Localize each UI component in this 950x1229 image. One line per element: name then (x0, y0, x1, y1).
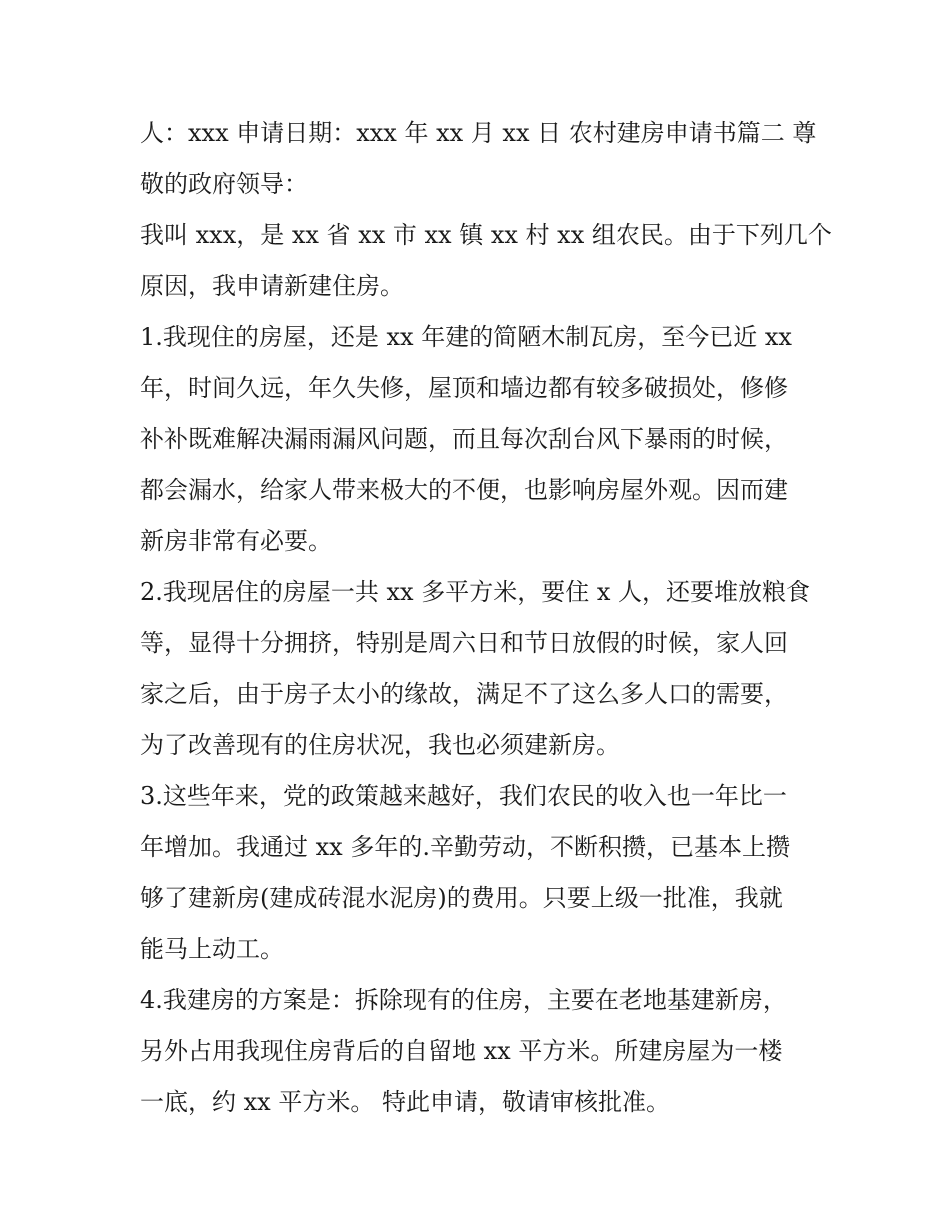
text-line: 家之后，由于房子太小的缘故，满足不了这么多人口的需要， (140, 680, 788, 708)
document-body (140, 108, 832, 1128)
text-line: 都会漏水，给家人带来极大的不便，也影响房屋外观。因而建 (140, 476, 788, 504)
text-line: 能马上动工。 (140, 935, 284, 963)
text-line: 年增加。我通过 xx 多年的.辛勤劳动，不断积攒，已基本上攒 (140, 833, 790, 861)
text-line: 1.我现住的房屋，还是 xx 年建的简陋木制瓦房，至今已近 xx (140, 323, 792, 351)
text-line: 补补既难解决漏雨漏风问题，而且每次刮台风下暴雨的时候， (140, 425, 788, 453)
text-line: 一底，约 xx 平方米。 特此申请，敬请审核批准。 (140, 1088, 670, 1116)
text-line: 等，显得十分拥挤，特别是周六日和节日放假的时候，家人回 (140, 629, 788, 657)
text-line: 3.这些年来，党的政策越来越好，我们农民的收入也一年比一 (140, 782, 787, 810)
text-line: 新房非常有必要。 (140, 527, 332, 555)
text-line: 另外占用我现住房背后的自留地 xx 平方米。所建房屋为一楼 (140, 1037, 783, 1065)
text-line: 够了建新房(建成砖混水泥房)的费用。只要上级一批准，我就 (140, 884, 783, 912)
text-line: 为了改善现有的住房状况，我也必须建新房。 (140, 731, 620, 759)
text-line: 4.我建房的方案是：拆除现有的住房，主要在老地基建新房， (140, 986, 787, 1014)
text-line: 人：xxx 申请日期：xxx 年 xx 月 xx 日 农村建房申请书篇二 尊 (140, 119, 817, 147)
text-line: 2.我现居住的房屋一共 xx 多平方米，要住 x 人，还要堆放粮食 (140, 578, 811, 606)
text-line: 敬的政府领导： (140, 170, 308, 198)
text-line: 我叫 xxx，是 xx 省 xx 市 xx 镇 xx 村 xx 组农民。由于下列几个 (140, 221, 832, 249)
text-line: 年，时间久远，年久失修，屋顶和墙边都有较多破损处，修修 (140, 374, 788, 402)
text-line: 原因，我申请新建住房。 (140, 272, 404, 300)
